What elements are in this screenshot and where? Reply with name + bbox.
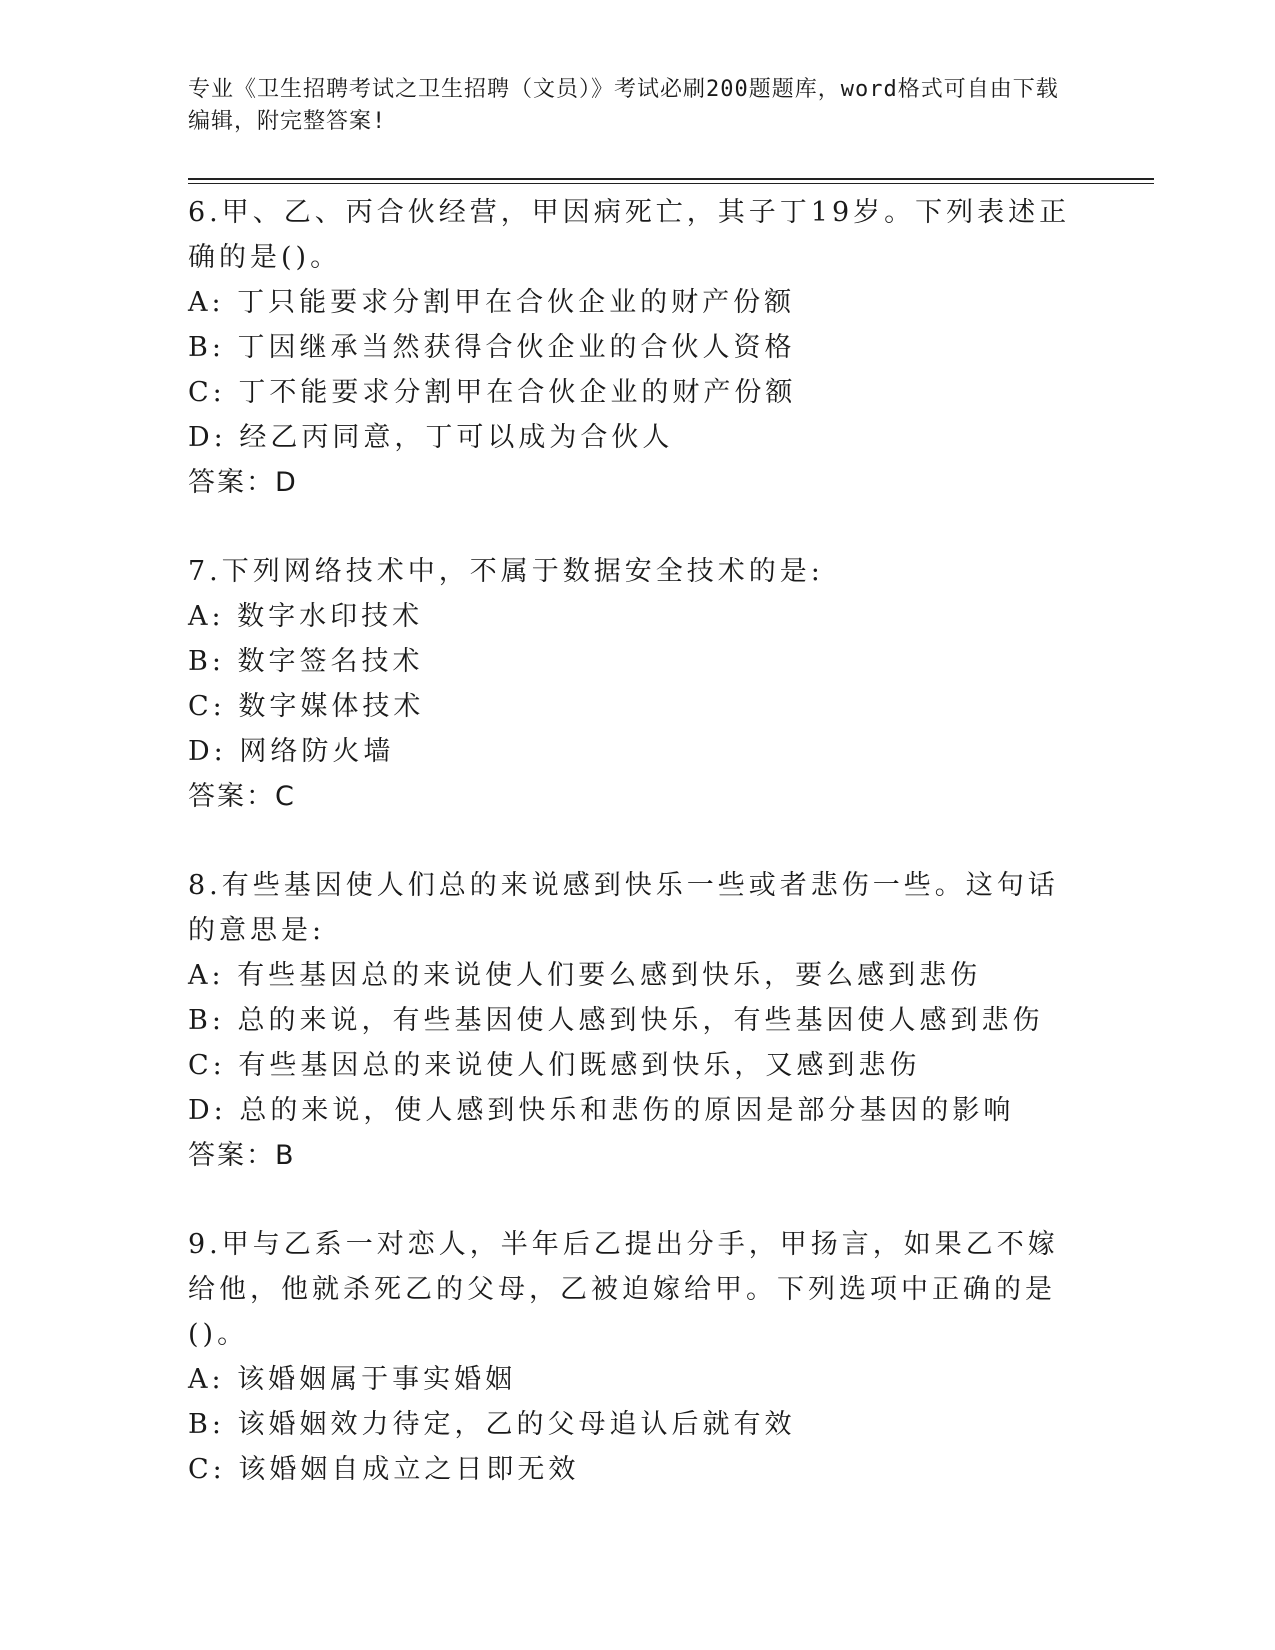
option-c: C: 有些基因总的来说使人们既感到快乐，又感到悲伤 — [188, 1050, 921, 1081]
header-rule-thick — [188, 178, 1154, 180]
question-6 — [188, 190, 1088, 505]
option-d: D: 网络防火墙 — [188, 736, 395, 767]
option-a: A: 丁只能要求分割甲在合伙企业的财产份额 — [188, 287, 796, 318]
question-text: 9.甲与乙系一对恋人，半年后乙提出分手，甲扬言，如果乙不嫁给他，他就杀死乙的父母，乙被迫嫁给甲。下列选项中正确的是()。 — [188, 1229, 1059, 1350]
option-c: C: 丁不能要求分割甲在合伙企业的财产份额 — [188, 377, 797, 408]
option-b: B: 总的来说，有些基因使人感到快乐，有些基因使人感到悲伤 — [188, 1005, 1044, 1036]
option-a: A: 该婚姻属于事实婚姻 — [188, 1364, 517, 1395]
header-rule-thin — [188, 183, 1154, 184]
option-d: D: 经乙丙同意，丁可以成为合伙人 — [188, 422, 674, 453]
answer-label: 答案：D — [188, 467, 298, 498]
option-a: A: 有些基因总的来说使人们要么感到快乐，要么感到悲伤 — [188, 960, 982, 991]
question-text: 7.下列网络技术中，不属于数据安全技术的是: — [188, 556, 824, 587]
question-list — [188, 190, 1088, 1536]
option-b: B: 该婚姻效力待定，乙的父母追认后就有效 — [188, 1409, 796, 1440]
question-text: 8.有些基因使人们总的来说感到快乐一些或者悲伤一些。这句话的意思是: — [188, 870, 1059, 946]
option-d: D: 总的来说，使人感到快乐和悲伤的原因是部分基因的影响 — [188, 1095, 1015, 1126]
question-8 — [188, 863, 1088, 1178]
option-a: A: 数字水印技术 — [188, 601, 424, 632]
option-b: B: 丁因继承当然获得合伙企业的合伙人资格 — [188, 332, 796, 363]
question-9 — [188, 1222, 1088, 1492]
option-b: B: 数字签名技术 — [188, 646, 424, 677]
document-header: 专业《卫生招聘考试之卫生招聘（文员）》考试必刷200题题库，word格式可自由下载编辑，附完整答案! — [188, 77, 1059, 134]
question-text: 6.甲、乙、丙合伙经营，甲因病死亡，其子丁19岁。下列表述正确的是()。 — [188, 197, 1071, 273]
answer-label: 答案：B — [188, 1140, 296, 1171]
question-7 — [188, 549, 1088, 819]
option-c: C: 数字媒体技术 — [188, 691, 425, 722]
option-c: C: 该婚姻自成立之日即无效 — [188, 1454, 580, 1485]
answer-label: 答案：C — [188, 781, 296, 812]
